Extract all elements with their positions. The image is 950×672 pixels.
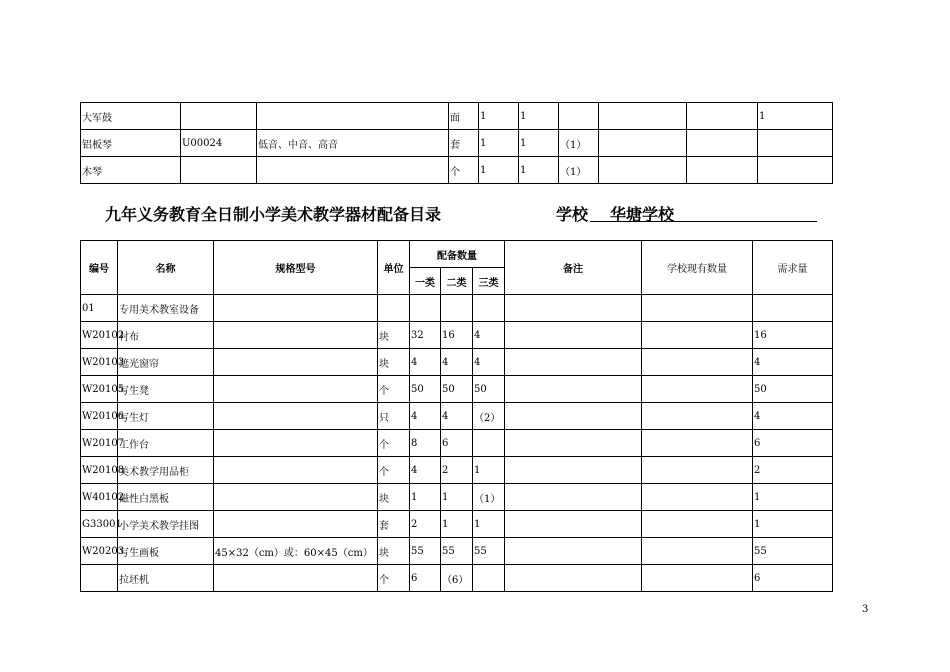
table-cell: W20105 (81, 376, 118, 403)
table-cell: 小学美术教学挂图 (118, 511, 214, 538)
table-cell: 只 (378, 403, 410, 430)
table-cell: 50 (473, 376, 505, 403)
header-quantity: 配备数量 (410, 241, 505, 268)
table-cell: W20203 (81, 538, 118, 565)
table-cell: 8 (410, 430, 441, 457)
table-cell: W20106 (81, 403, 118, 430)
table-cell (214, 322, 378, 349)
table-cell: 6 (441, 430, 473, 457)
table-row (81, 511, 833, 538)
table-cell: 磁性白黑板 (118, 484, 214, 511)
table-cell: 01 (81, 295, 118, 322)
table-cell: 1 (473, 511, 505, 538)
table-cell (214, 484, 378, 511)
table-cell: 1 (479, 157, 519, 184)
table-cell: W20107 (81, 430, 118, 457)
table-cell: 50 (441, 376, 473, 403)
table-cell (214, 565, 378, 592)
table-cell: 45×32（cm）或：60×45（cm） (214, 538, 378, 565)
table-cell: 4 (753, 349, 833, 376)
table-cell: 4 (441, 403, 473, 430)
table-cell: （1） (473, 484, 505, 511)
table-cell: 大军鼓 (81, 103, 181, 130)
table-cell: 6 (753, 565, 833, 592)
table-cell: 低音、中音、高音 (257, 130, 449, 157)
table-cell: 套 (378, 511, 410, 538)
table-cell (81, 565, 118, 592)
header-class3: 三类 (473, 268, 505, 295)
table-cell: 4 (410, 403, 441, 430)
table-row (81, 484, 833, 511)
table-cell: W20103 (81, 349, 118, 376)
table-cell: 1 (441, 511, 473, 538)
table-cell: 美术教学用品柜 (118, 457, 214, 484)
table-cell (257, 103, 449, 130)
table-cell: 55 (410, 538, 441, 565)
table-cell: （1） (559, 130, 599, 157)
table-cell (505, 457, 642, 484)
table-cell: （2） (473, 403, 505, 430)
table-cell: 写生灯 (118, 403, 214, 430)
table-cell (441, 295, 473, 322)
table-cell: 16 (441, 322, 473, 349)
table-cell (687, 130, 758, 157)
table-cell (505, 349, 642, 376)
table-cell (181, 157, 257, 184)
table-cell (410, 295, 441, 322)
table-cell (599, 157, 687, 184)
table-cell (642, 295, 753, 322)
top-equipment-table (80, 102, 833, 184)
table-cell: 2 (753, 457, 833, 484)
table-cell (505, 484, 642, 511)
table-row (81, 457, 833, 484)
table-cell: 4 (410, 349, 441, 376)
table-cell: 写生凳 (118, 376, 214, 403)
table-cell (642, 511, 753, 538)
table-row (81, 538, 833, 565)
table-cell: 个 (449, 157, 479, 184)
table-cell (599, 130, 687, 157)
table-cell: 4 (410, 457, 441, 484)
table-cell: 个 (378, 565, 410, 592)
table-cell (473, 295, 505, 322)
header-spec: 规格型号 (214, 241, 378, 295)
table-cell (642, 376, 753, 403)
table-cell: 2 (410, 511, 441, 538)
table-cell: U00024 (181, 130, 257, 157)
table-cell: （6） (441, 565, 473, 592)
table-row (81, 103, 833, 130)
table-cell (378, 295, 410, 322)
table-cell: 1 (410, 484, 441, 511)
table-cell: 个 (378, 457, 410, 484)
table-cell: （1） (559, 157, 599, 184)
table-cell: 个 (378, 376, 410, 403)
table-cell: 块 (378, 538, 410, 565)
header-code: 编号 (81, 241, 118, 295)
table-cell (214, 430, 378, 457)
table-cell: 50 (753, 376, 833, 403)
table-cell: 块 (378, 322, 410, 349)
table-cell (642, 349, 753, 376)
table-cell (214, 349, 378, 376)
table-cell (505, 295, 642, 322)
table-cell (505, 511, 642, 538)
table-cell (473, 565, 505, 592)
table-cell (214, 457, 378, 484)
table-cell: 工作台 (118, 430, 214, 457)
table-cell: 2 (441, 457, 473, 484)
table-cell: 铝板琴 (81, 130, 181, 157)
table-cell: 1 (753, 511, 833, 538)
table-cell: G33001 (81, 511, 118, 538)
table-cell: 4 (473, 322, 505, 349)
table-cell: 4 (753, 403, 833, 430)
header-class2: 二类 (441, 268, 473, 295)
table-cell (758, 130, 833, 157)
table-cell (642, 322, 753, 349)
table-cell (642, 457, 753, 484)
header-class1: 一类 (410, 268, 441, 295)
header-demand: 需求量 (753, 241, 833, 295)
table-cell: 写生画板 (118, 538, 214, 565)
table-cell: 6 (410, 565, 441, 592)
table-row (81, 130, 833, 157)
table-cell (642, 538, 753, 565)
table-cell: 块 (378, 349, 410, 376)
table-cell (505, 565, 642, 592)
table-cell (642, 403, 753, 430)
school-name: 华塘学校 (590, 202, 817, 222)
table-cell: 1 (473, 457, 505, 484)
table-cell: 55 (753, 538, 833, 565)
table-cell: 55 (441, 538, 473, 565)
header-unit: 单位 (378, 241, 410, 295)
table-cell: 1 (479, 130, 519, 157)
table-cell: 面 (449, 103, 479, 130)
table-cell (214, 511, 378, 538)
table-cell (758, 157, 833, 184)
table-cell (642, 565, 753, 592)
table-cell (642, 484, 753, 511)
table-cell (687, 157, 758, 184)
school-label: 学校 (556, 205, 589, 224)
table-row (81, 349, 833, 376)
table-cell: 1 (441, 484, 473, 511)
table-cell (505, 403, 642, 430)
table-cell (181, 103, 257, 130)
table-cell (559, 103, 599, 130)
header-existing: 学校现有数量 (642, 241, 753, 295)
table-cell: W20108 (81, 457, 118, 484)
table-cell: 1 (519, 130, 559, 157)
table-cell: 木琴 (81, 157, 181, 184)
table-cell (599, 103, 687, 130)
table-cell: 1 (479, 103, 519, 130)
table-row (81, 403, 833, 430)
art-equipment-table (80, 240, 833, 592)
table-cell: 专用美术教室设备 (118, 295, 214, 322)
table-cell: W20102 (81, 322, 118, 349)
table-cell (505, 430, 642, 457)
table-cell (214, 295, 378, 322)
table-row (81, 430, 833, 457)
table-cell (214, 403, 378, 430)
table-cell: 50 (410, 376, 441, 403)
page-number: 3 (862, 604, 869, 615)
table-row (81, 157, 833, 184)
table-cell: 16 (753, 322, 833, 349)
table-row (81, 376, 833, 403)
table-cell: 拉坯机 (118, 565, 214, 592)
table-cell: 55 (473, 538, 505, 565)
header-name: 名称 (118, 241, 214, 295)
table-cell: 6 (753, 430, 833, 457)
table-cell (257, 157, 449, 184)
table-row (81, 565, 833, 592)
table-cell (505, 376, 642, 403)
table-cell: 4 (473, 349, 505, 376)
table-cell: 1 (519, 157, 559, 184)
table-cell (473, 430, 505, 457)
table-cell: 套 (449, 130, 479, 157)
table-cell: 遮光窗帘 (118, 349, 214, 376)
table-cell (687, 103, 758, 130)
table-cell: 1 (753, 484, 833, 511)
page-title: 九年义务教育全日制小学美术教学器材配备目录 (105, 205, 442, 224)
table-cell (505, 538, 642, 565)
table-cell: 衬布 (118, 322, 214, 349)
table-cell (214, 376, 378, 403)
table-cell (642, 430, 753, 457)
table-cell: 1 (519, 103, 559, 130)
header-note: 备注 (505, 241, 642, 295)
table-cell: 32 (410, 322, 441, 349)
table-cell: 1 (758, 103, 833, 130)
table-cell: W40102 (81, 484, 118, 511)
table-row (81, 322, 833, 349)
table-cell: 个 (378, 430, 410, 457)
table-cell (505, 322, 642, 349)
table-cell: 块 (378, 484, 410, 511)
table-cell (753, 295, 833, 322)
table-row (81, 295, 833, 322)
table-cell: 4 (441, 349, 473, 376)
